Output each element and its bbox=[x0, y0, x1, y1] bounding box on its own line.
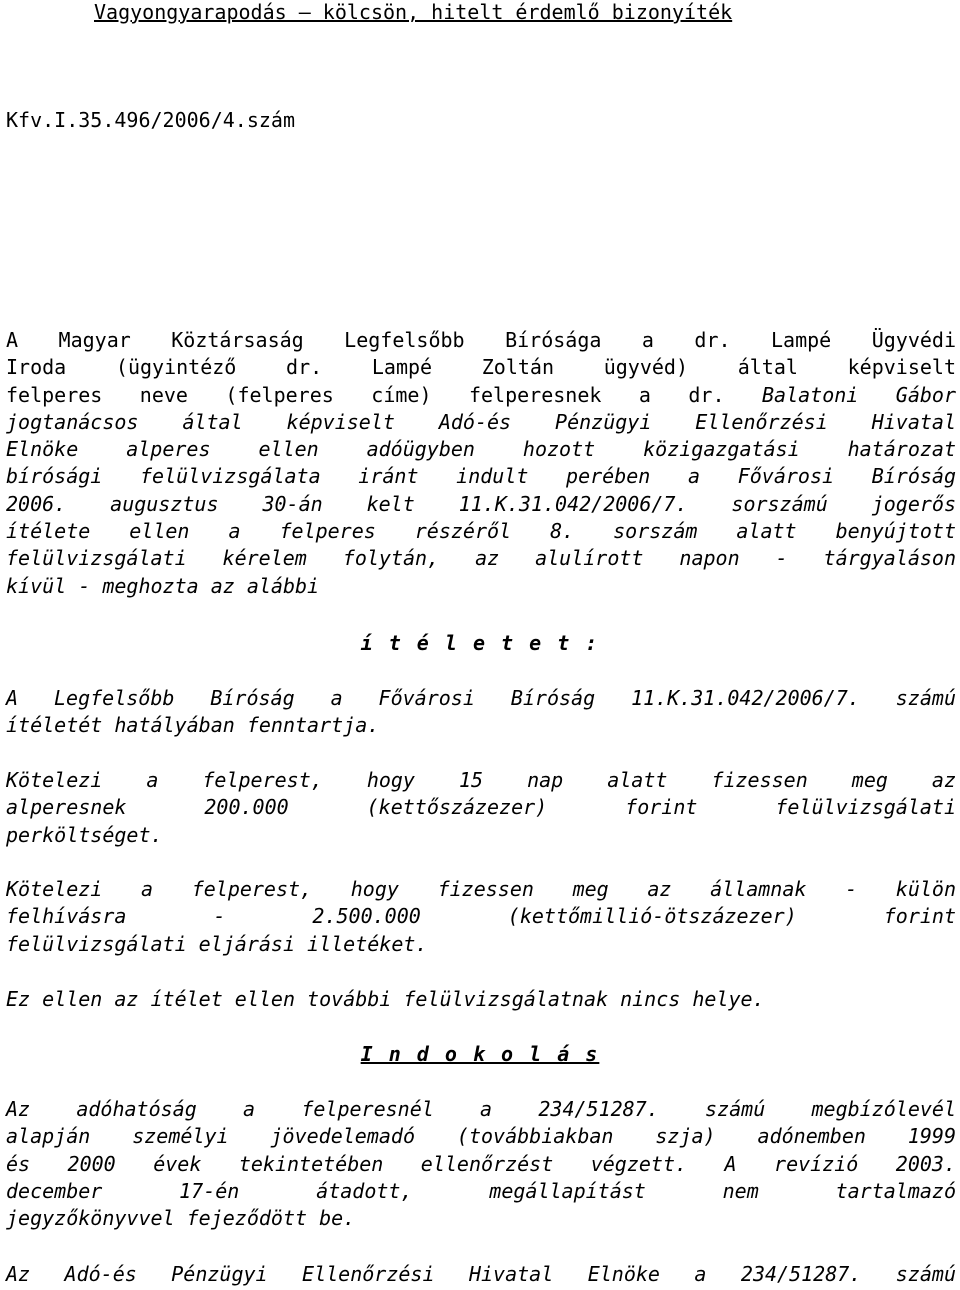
text-line: Elnöke alperes ellen adóügyben hozott közigazgatási határozat bbox=[6, 437, 956, 462]
text-line: bírósági felülvizsgálata iránt indult perében a Fővárosi Bíróság bbox=[6, 464, 956, 489]
verdict-paragraph-3 bbox=[6, 876, 956, 958]
text-span: Balatoni Gábor bbox=[724, 382, 956, 407]
text-line: A Magyar Köztársaság Legfelsőbb Bírósága a dr. Lampé Ügyvédi bbox=[6, 328, 956, 352]
text-line: alapján személyi jövedelemadó (továbbiakban szja) adónemben 1999 bbox=[6, 1124, 956, 1149]
reasoning-paragraph-1 bbox=[6, 1096, 956, 1232]
text-line: felülvizsgálati kérelem folytán, az alulírott napon - tárgyaláson bbox=[6, 546, 956, 571]
verdict-heading: í t é l e t e t : bbox=[360, 631, 600, 655]
intro-paragraph bbox=[6, 327, 956, 600]
text-line: 2006. augusztus 30-án kelt 11.K.31.042/2006/7. sorszámú jogerős bbox=[6, 491, 956, 516]
text-line: felhívásra - 2.500.000 (kettőmillió-ötszázezer) forint bbox=[6, 904, 956, 929]
text-line: Ez ellen az ítélet ellen további felülvizsgálatnak nincs helye. bbox=[6, 987, 765, 1011]
text-line: alperesnek 200.000 (kettőszázezer) forint felülvizsgálati bbox=[6, 795, 956, 820]
verdict-paragraph-4 bbox=[6, 986, 956, 1013]
text-line bbox=[6, 382, 956, 409]
text-line: december 17-én átadott, megállapítást nem tartalmazó bbox=[6, 1178, 956, 1203]
text-line: perköltséget. bbox=[6, 822, 163, 847]
case-number: Kfv.I.35.496/2006/4.szám bbox=[6, 108, 295, 132]
document-title: Vagyongyarapodás – kölcsön, hitelt érdemlő bizonyíték bbox=[94, 0, 733, 24]
text-line: ítélete ellen a felperes részéről 8. sorszám alatt benyújtott bbox=[6, 519, 956, 544]
verdict-paragraph-1 bbox=[6, 685, 956, 740]
verdict-paragraph-2 bbox=[6, 767, 956, 849]
text-line: Az Adó-és Pénzügyi Ellenőrzési Hivatal Elnöke a 234/51287. számú bbox=[6, 1262, 956, 1286]
text-line: Iroda (ügyintéző dr. Lampé Zoltán ügyvéd) által képviselt bbox=[6, 355, 956, 380]
text-line: Az adóhatóság a felperesnél a 234/51287. számú megbízólevél bbox=[6, 1097, 956, 1121]
text-line: ítéletét hatályában fenntartja. bbox=[6, 713, 380, 738]
text-line: jogtanácsos által képviselt Adó-és Pénzügyi Ellenőrzési Hivatal bbox=[6, 409, 956, 434]
text-span: felperes neve (felperes címe) felperesnek a dr. bbox=[6, 382, 725, 407]
text-line: Kötelezi a felperest, hogy 15 nap alatt fizessen meg az bbox=[6, 768, 956, 792]
text-line: A Legfelsőbb Bíróság a Fővárosi Bíróság 11.K.31.042/2006/7. számú bbox=[6, 686, 956, 710]
text-line: felülvizsgálati eljárási illetéket. bbox=[6, 931, 428, 956]
text-line: Kötelezi a felperest, hogy fizessen meg az államnak - külön bbox=[6, 877, 956, 901]
reasoning-heading: I n d o k o l á s bbox=[360, 1042, 600, 1066]
text-line: és 2000 évek tekintetében ellenőrzést végzett. A revízió 2003. bbox=[6, 1151, 956, 1176]
text-line: kívül - meghozta az alábbi bbox=[6, 573, 320, 598]
text-line: jegyzőkönyvvel fejeződött be. bbox=[6, 1206, 356, 1231]
reasoning-paragraph-2 bbox=[6, 1261, 956, 1288]
